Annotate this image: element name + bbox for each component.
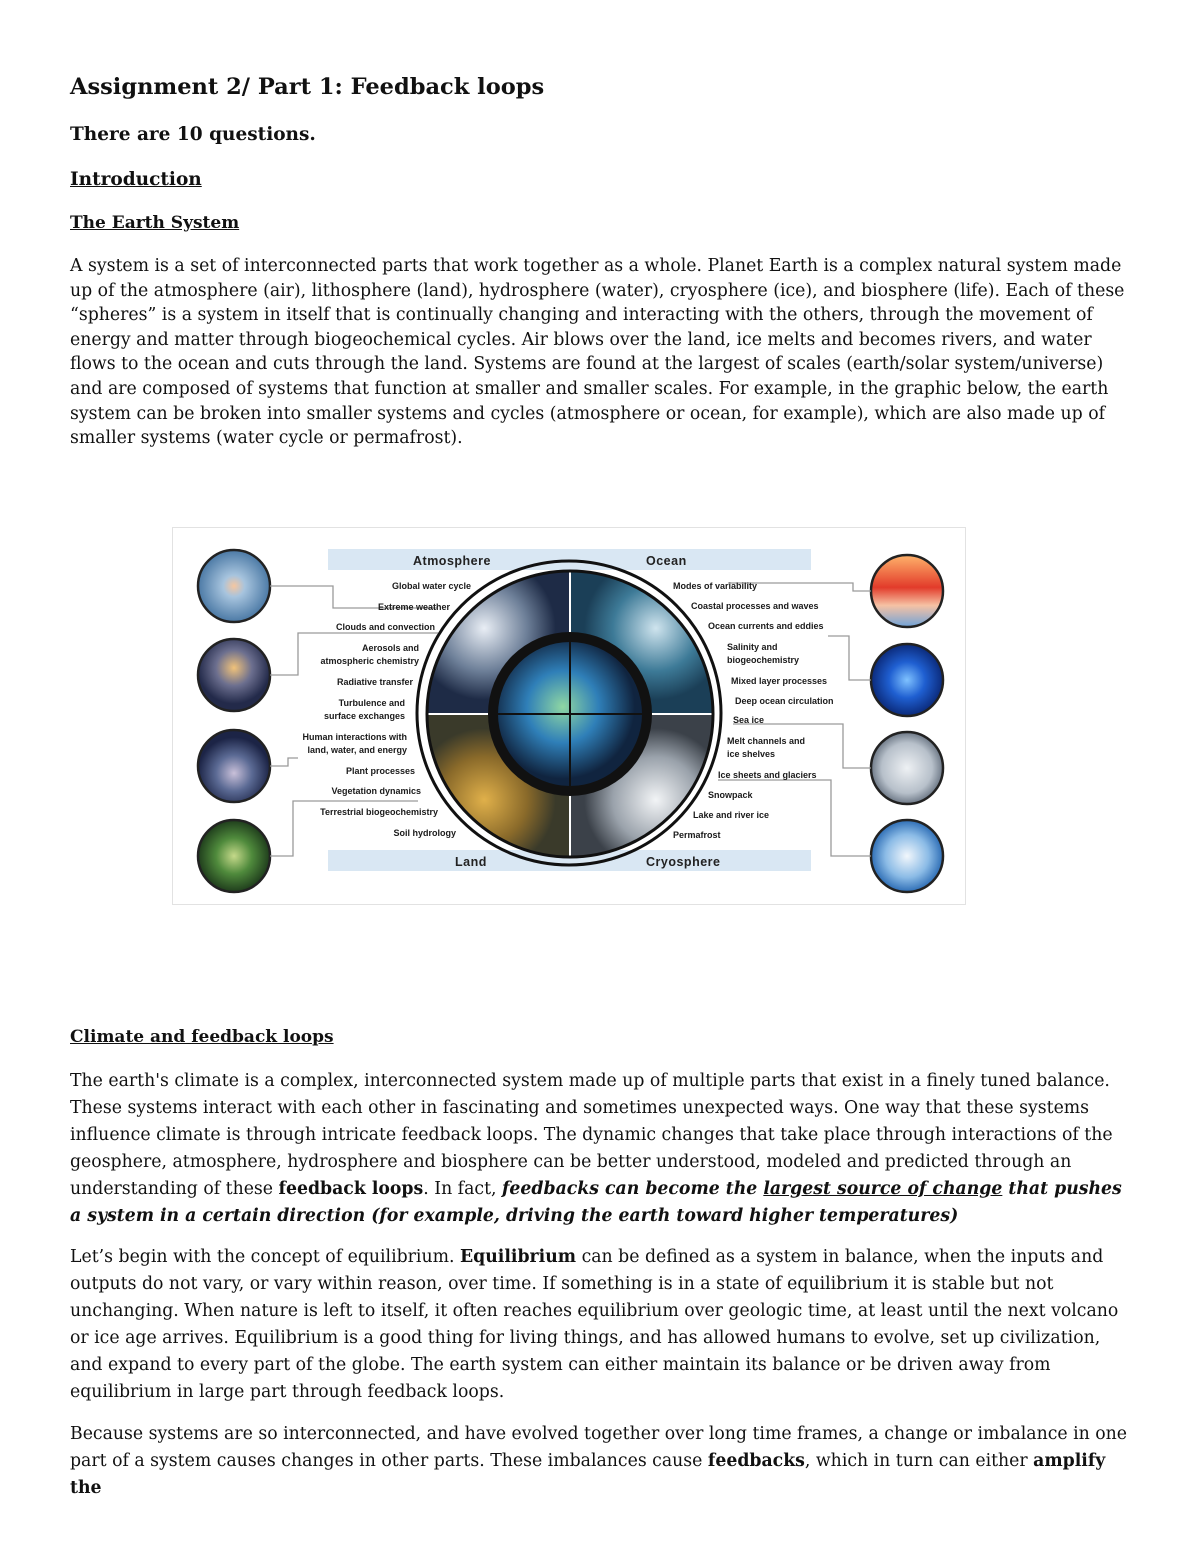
earth-system-heading: The Earth System — [70, 213, 240, 233]
label-salinity: Salinity and — [727, 642, 778, 652]
thumbnail-sea-temperature — [871, 555, 943, 627]
feedbacks-bold: feedbacks — [707, 1451, 805, 1471]
question-count: There are 10 questions. — [70, 124, 316, 145]
label-radiative-transfer: Radiative transfer — [336, 677, 413, 687]
label-deep-ocean-circulation: Deep ocean circulation — [735, 696, 834, 706]
label-land-water-energy: land, water, and energy — [307, 745, 407, 755]
label-soil-hydrology: Soil hydrology — [393, 828, 456, 838]
thumbnail-sea-ice — [871, 732, 943, 804]
label-lake-river-ice: Lake and river ice — [693, 810, 770, 820]
label-mixed-layer: Mixed layer processes — [731, 676, 828, 686]
thumbnail-ocean-eddies — [871, 644, 943, 716]
label-plant-processes: Plant processes — [345, 766, 415, 776]
climate-heading: Climate and feedback loops — [70, 1027, 334, 1047]
label-coastal-processes: Coastal processes and waves — [691, 601, 819, 611]
atmosphere-heading: Atmosphere — [413, 554, 491, 568]
land-heading: Land — [455, 855, 487, 869]
label-atmospheric-chemistry: atmospheric chemistry — [320, 656, 419, 666]
interconnect-text-2: , which in turn can either — [804, 1451, 1034, 1471]
amplify-the-bold: amplify the — [70, 1451, 1106, 1498]
earth-system-diagram — [173, 528, 965, 904]
interconnect-text-1: Because systems are so interconnected, and have evolved together over long time frames, a change or imbalance in one part of a system causes changes in other parts. These imbalances cause — [70, 1424, 1128, 1471]
label-ocean-currents: Ocean currents and eddies — [708, 621, 824, 631]
climate-text-2: . In fact, — [423, 1179, 502, 1199]
feedback-loops-bold: feedback loops — [278, 1179, 424, 1199]
label-permafrost: Permafrost — [673, 830, 721, 840]
thumbnail-hurricane — [198, 550, 270, 622]
earth-system-paragraph: A system is a set of interconnected parts that work together as a whole. Planet Earth is a complex natural system made up of the atmosphere (air), lithosphere (land), hydrosphere (water), cryosphere (ice), and biosphere (life). Each of these “spheres” is a system in itself that is continually changing and interacting with the others, through the movement of energy and matter through biogeochemical cycles. Air blows over the land, ice melts and becomes rivers, and water flows to the ocean and cuts through the land. Systems are found at the largest of scales (earth/solar system/universe) and are composed of systems that function at smaller and smaller scales. For example, in the graphic below, the earth system can be broken into smaller systems and cycles (atmosphere or ocean, for example), which are also made up of smaller systems (water cycle or permafrost). — [70, 256, 1125, 449]
label-surface-exchanges: surface exchanges — [323, 711, 405, 721]
climate-text-1: The earth's climate is a complex, interconnected system made up of multiple parts that exist in a finely tuned balance. These systems interact with each other in fascinating and sometimes unexpected ways. One way that these systems influence climate is through intricate feedback loops. The dynamic changes that take place through interactions of the geosphere, atmosphere, hydrosphere and biosphere can be better understood, modeled and predicted through an understanding of these — [70, 1071, 1113, 1199]
intro-heading: Introduction — [70, 169, 202, 190]
label-extreme-weather: Extreme weather — [377, 602, 450, 612]
climate-emphasis-1: feedbacks can become the — [502, 1179, 764, 1199]
thumbnail-ice-sheet — [871, 820, 943, 892]
label-sea-ice: Sea ice — [733, 715, 765, 725]
thumbnail-clouds — [198, 639, 270, 711]
equilibrium-paragraph — [70, 1244, 1130, 1406]
label-ice-shelves: ice shelves — [727, 749, 776, 759]
label-snowpack: Snowpack — [708, 790, 753, 800]
label-biogeochemistry: biogeochemistry — [727, 655, 800, 665]
thumbnail-forest — [198, 820, 270, 892]
label-ice-sheets: Ice sheets and glaciers — [718, 770, 817, 780]
label-turbulence: Turbulence and — [338, 698, 405, 708]
equilibrium-text-2: can be defined as a system in balance, when the inputs and outputs do not vary, or vary within reason, over time. If something is in a state of equilibrium it is stable but not unchanging. When nature is left to itself, it often reaches equilibrium over geologic time, at least until the next volcano or ice age arrives. Equilibrium is a good thing for living things, and has allowed humans to evolve, set up civilization, and expand to every part of the globe. The earth system can either maintain its balance or be driven away from equilibrium in large part through feedback loops. — [70, 1247, 1119, 1402]
climate-emphasis-2: that pushes a system in a certain direction (for example, driving the earth toward higher temperatures) — [70, 1179, 1122, 1226]
largest-source-of-change: largest source of change — [763, 1179, 1003, 1199]
label-vegetation-dynamics: Vegetation dynamics — [331, 786, 421, 796]
label-modes-of-variability: Modes of variability — [673, 581, 758, 591]
label-human-interactions: Human interactions with — [302, 732, 407, 742]
interconnect-paragraph — [70, 1421, 1130, 1502]
label-aerosols: Aerosols and — [361, 643, 419, 653]
label-melt-channels: Melt channels and — [727, 736, 806, 746]
earth-system-figure — [172, 527, 966, 905]
equilibrium-bold: Equilibrium — [459, 1247, 577, 1267]
label-clouds-convection: Clouds and convection — [335, 622, 435, 632]
ocean-heading: Ocean — [646, 554, 687, 568]
equilibrium-text-1: Let’s begin with the concept of equilibrium. — [70, 1247, 460, 1267]
document-title: Assignment 2/ Part 1: Feedback loops — [70, 74, 545, 100]
climate-paragraph — [70, 1068, 1130, 1230]
cryosphere-heading: Cryosphere — [646, 855, 721, 869]
label-global-water-cycle: Global water cycle — [391, 581, 471, 591]
label-terrestrial-biogeochemistry: Terrestrial biogeochemistry — [320, 807, 438, 817]
thumbnail-city-lights — [198, 730, 270, 802]
